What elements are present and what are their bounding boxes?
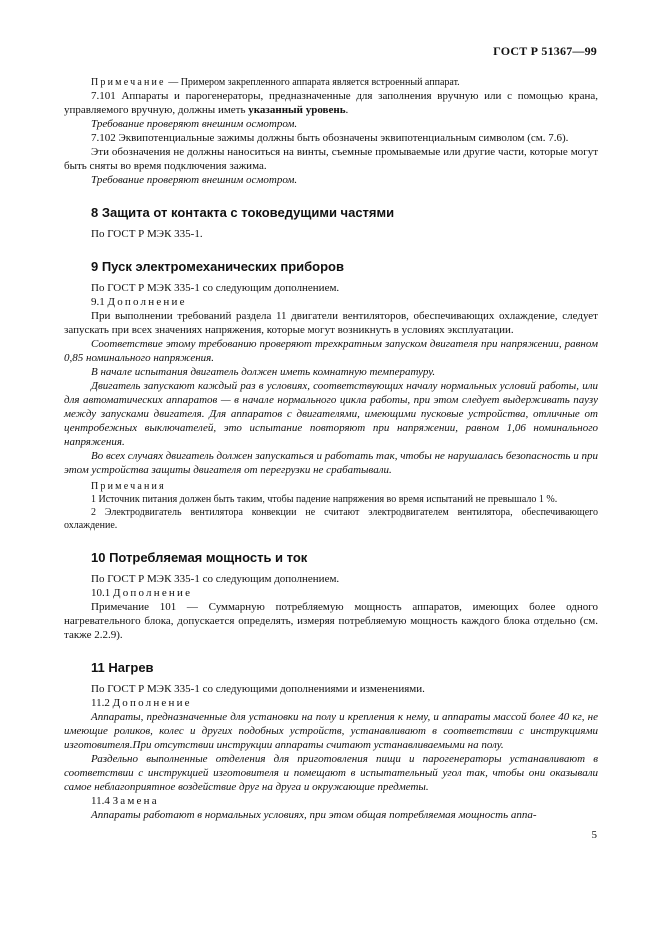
subclause-11-4-number: 11.4 <box>91 795 113 807</box>
note-paragraph <box>64 76 598 89</box>
page-content <box>64 76 598 822</box>
clause-7-102-requirement: Требование проверяют внешним осмотром. <box>91 174 298 186</box>
clause-7-101 <box>64 89 598 117</box>
clause-7-101-text: 7.101 Аппараты и парогенераторы, предназначенные для заполнения вручную или с помощью крана, управляемого вручную, должны иметь <box>64 90 598 116</box>
section-9-intro: По ГОСТ Р МЭК 335-1 со следующим дополнением. <box>91 282 340 294</box>
section-11-intro: По ГОСТ Р МЭК 335-1 со следующими дополнениями и изменениями. <box>91 683 425 695</box>
section-10-heading: 10 Потребляемая мощность и ток <box>91 550 308 565</box>
clause-7-101-bold: указанный уровень <box>248 104 346 116</box>
section-10-intro: По ГОСТ Р МЭК 335-1 со следующим дополнением. <box>91 573 340 585</box>
clause-7-101-end: . <box>345 104 349 116</box>
clause-7-102: 7.102 Эквипотенциальные зажимы должны быть обозначены эквипотенциальным символом (см. 7.6). <box>91 132 569 144</box>
section-9-p3: В начале испытания двигатель должен иметь комнатную температуру. <box>91 366 436 378</box>
subclause-9-1-number: 9.1 <box>91 296 108 308</box>
subclause-11-4 <box>64 794 598 808</box>
subclause-11-4-label: Замена <box>112 795 159 807</box>
section-9-p2: Соответствие этому требованию проверяют трехкратным запуском двигателя при напряжении, равном 0,85 номинального напряжения. <box>64 338 598 364</box>
subclause-10-1-label: Дополнение <box>113 587 193 599</box>
section-10-p1: Примечание 101 — Суммарную потребляемую мощность аппаратов, имеющих более одного нагревательного блока, допускается определять, измеряя потребляемую мощность каждого блока отдельно (см. также 2.2.9). <box>64 601 598 641</box>
document-code-header: ГОСТ Р 51367—99 <box>493 44 597 58</box>
subclause-11-2 <box>64 696 598 710</box>
section-9-heading: 9 Пуск электромеханических приборов <box>91 259 344 274</box>
section-9-p4: Двигатель запускают каждый раз в условиях, соответствующих началу нормальных условий работы, или для автоматических аппаратов — в начале нормального цикла работы, при этом следует выдерживать паузу между запусками двигателя. Для аппаратов с двигателями, имеющими пусковые устройства, отличные от центробежных выключателей, это испытание повторяют при напряжении, равном 1,06 номинального напряжения. <box>64 380 598 448</box>
clause-7-102-b: Эти обозначения не должны наноситься на винты, съемные промываемые или другие части, которые могут быть сняты во время подключения зажима. <box>64 146 598 172</box>
subclause-11-2-label: Дополнение <box>112 697 192 709</box>
page-number: 5 <box>591 829 597 841</box>
section-11-p2: Раздельно выполненные отделения для приготовления пищи и парогенераторы устанавливают в соответствии с инструкцией изготовителя и помещают в испытательный угол так, чтобы они оказывали самое неблагоприятное воздействие друг на друга и окружающие предметы. <box>64 753 598 793</box>
clause-7-101-requirement: Требование проверяют внешним осмотром. <box>91 118 298 130</box>
section-9-note-1: 1 Источник питания должен быть таким, чтобы падение напряжения во время испытаний не превышало 1 %. <box>91 494 558 505</box>
section-8-text: По ГОСТ Р МЭК 335-1. <box>91 228 203 240</box>
section-11-p1: Аппараты, предназначенные для установки на полу и крепления к нему, и аппараты массой более 40 кг, не имеющие роликов, колес и других подобных устройств, устанавливают в соответствии с инструкциями изготовителя.При отсутствии инструкции аппараты считают устанавливаемыми на полу. <box>64 711 598 751</box>
subclause-9-1 <box>64 295 598 309</box>
section-9-p1: При выполнении требований раздела 11 двигатели вентиляторов, обеспечивающих охлаждение, следует запускать при всех значениях напряжения, которые могут возникнуть в условиях эксплуатации. <box>64 310 598 336</box>
section-9-note-2: 2 Электродвигатель вентилятора конвекции не считают электродвигателем вентилятора, обеспечивающего охлаждение. <box>64 507 598 531</box>
section-9-notes-label: Примечания <box>91 481 166 492</box>
subclause-9-1-label: Дополнение <box>107 296 187 308</box>
section-9-p5: Во всех случаях двигатель должен запускаться и работать так, чтобы не нарушалась безопасность и при этом устройства защиты двигателя от перегрузки не срабатывали. <box>64 450 598 476</box>
subclause-10-1-number: 10.1 <box>91 587 113 599</box>
section-11-p3: Аппараты работают в нормальных условиях, при этом общая потребляемая мощность аппа- <box>91 809 537 821</box>
note-text: — Примером закрепленного аппарата является встроенный аппарат. <box>165 77 460 88</box>
section-11-heading: 11 Нагрев <box>91 660 154 675</box>
section-8-heading: 8 Защита от контакта с токоведущими частями <box>91 205 395 220</box>
subclause-11-2-number: 11.2 <box>91 697 113 709</box>
note-label: Примечание <box>91 77 166 88</box>
subclause-10-1 <box>64 586 598 600</box>
